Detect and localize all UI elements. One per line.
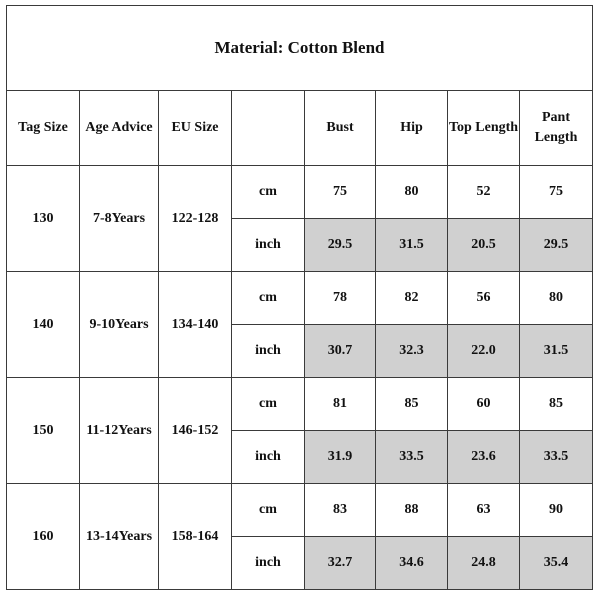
header-pant-length: Pant Length [520, 91, 593, 166]
top-cm-value: 52 [448, 166, 520, 219]
pant-cm-value: 80 [520, 272, 593, 325]
pant-cm-value: 75 [520, 166, 593, 219]
eu-size-cell: 158-164 [159, 484, 232, 590]
age-advice-cell: 13-14Years [80, 484, 159, 590]
age-advice-cell: 7-8Years [80, 166, 159, 272]
top-cm-value: 60 [448, 378, 520, 431]
eu-size-cell: 146-152 [159, 378, 232, 484]
unit-inch-label: inch [232, 325, 305, 378]
hip-cm-value: 88 [376, 484, 448, 537]
hip-inch-value: 31.5 [376, 219, 448, 272]
hip-inch-value: 33.5 [376, 431, 448, 484]
header-age-advice: Age Advice [80, 91, 159, 166]
unit-cm-label: cm [232, 272, 305, 325]
top-cm-value: 56 [448, 272, 520, 325]
top-inch-value: 22.0 [448, 325, 520, 378]
pant-cm-value: 85 [520, 378, 593, 431]
hip-inch-value: 34.6 [376, 537, 448, 590]
header-bust: Bust [305, 91, 376, 166]
pant-inch-value: 35.4 [520, 537, 593, 590]
table-row [7, 378, 593, 431]
unit-cm-label: cm [232, 166, 305, 219]
bust-cm-value: 75 [305, 166, 376, 219]
tag-size-cell: 150 [7, 378, 80, 484]
bust-inch-value: 30.7 [305, 325, 376, 378]
unit-inch-label: inch [232, 431, 305, 484]
header-tag-size: Tag Size [7, 91, 80, 166]
hip-cm-value: 80 [376, 166, 448, 219]
table-row [7, 166, 593, 219]
unit-cm-label: cm [232, 484, 305, 537]
bust-cm-value: 83 [305, 484, 376, 537]
pant-inch-value: 33.5 [520, 431, 593, 484]
hip-inch-value: 32.3 [376, 325, 448, 378]
top-cm-value: 63 [448, 484, 520, 537]
bust-inch-value: 29.5 [305, 219, 376, 272]
unit-inch-label: inch [232, 537, 305, 590]
bust-cm-value: 78 [305, 272, 376, 325]
hip-cm-value: 82 [376, 272, 448, 325]
header-unit-blank [232, 91, 305, 166]
table-row [7, 484, 593, 537]
top-inch-value: 20.5 [448, 219, 520, 272]
pant-inch-value: 31.5 [520, 325, 593, 378]
bust-inch-value: 32.7 [305, 537, 376, 590]
pant-inch-value: 29.5 [520, 219, 593, 272]
size-chart-table [6, 5, 593, 590]
eu-size-cell: 122-128 [159, 166, 232, 272]
unit-inch-label: inch [232, 219, 305, 272]
pant-cm-value: 90 [520, 484, 593, 537]
tag-size-cell: 140 [7, 272, 80, 378]
header-hip: Hip [376, 91, 448, 166]
bust-cm-value: 81 [305, 378, 376, 431]
hip-cm-value: 85 [376, 378, 448, 431]
age-advice-cell: 9-10Years [80, 272, 159, 378]
tag-size-cell: 160 [7, 484, 80, 590]
header-eu-size: EU Size [159, 91, 232, 166]
table-row [7, 272, 593, 325]
bust-inch-value: 31.9 [305, 431, 376, 484]
top-inch-value: 23.6 [448, 431, 520, 484]
header-top-length: Top Length [448, 91, 520, 166]
table-title: Material: Cotton Blend [7, 6, 593, 91]
unit-cm-label: cm [232, 378, 305, 431]
eu-size-cell: 134-140 [159, 272, 232, 378]
top-inch-value: 24.8 [448, 537, 520, 590]
tag-size-cell: 130 [7, 166, 80, 272]
title-row [7, 6, 593, 91]
age-advice-cell: 11-12Years [80, 378, 159, 484]
header-row [7, 91, 593, 166]
